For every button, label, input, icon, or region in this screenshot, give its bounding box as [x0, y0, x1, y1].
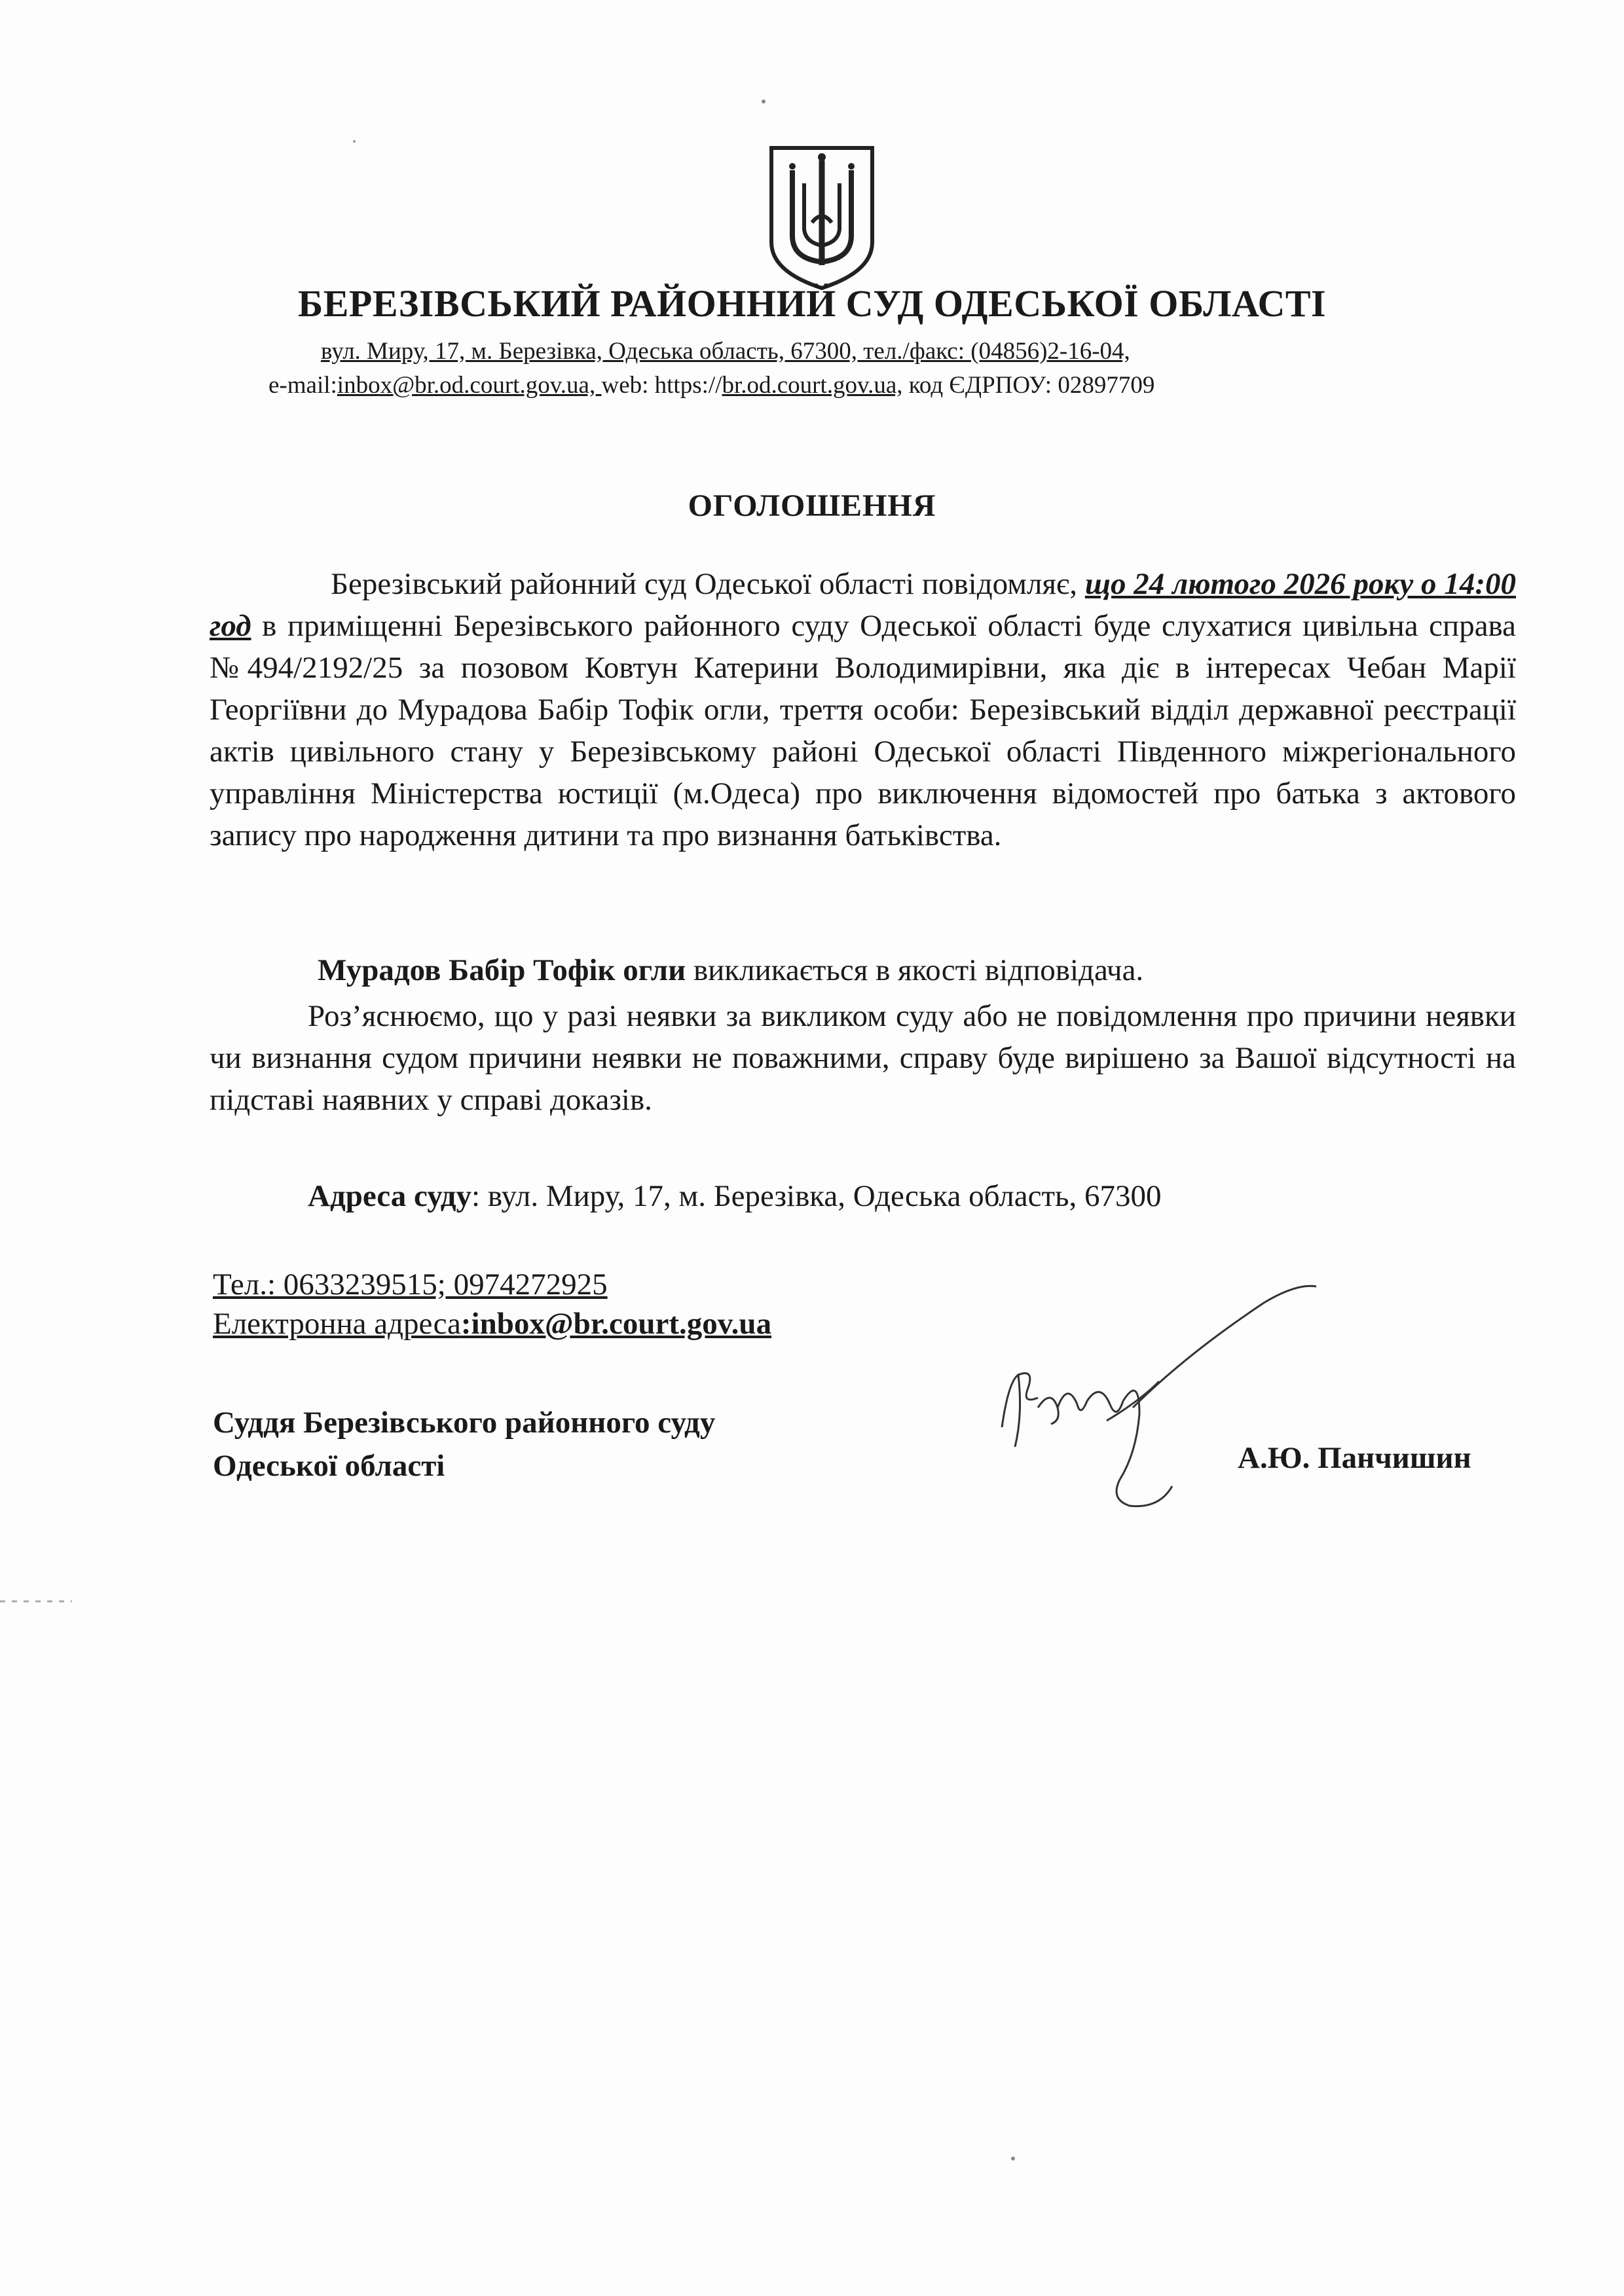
- defendant-name: Мурадов Бабір Тофік огли: [318, 953, 686, 987]
- judge-title: [213, 1401, 715, 1487]
- scan-speck: [760, 95, 767, 108]
- defendant-role: викликається в якості відповідача.: [686, 953, 1144, 987]
- defendant-paragraph: [210, 949, 1516, 991]
- email-prefix: e-mail:: [268, 372, 337, 399]
- judge-title-line2: Одеської області: [213, 1449, 445, 1483]
- email-link[interactable]: :inbox@br.court.gov.ua: [460, 1307, 772, 1341]
- phone-numbers: Тел.: 0633239515; 0974272925: [213, 1267, 608, 1302]
- court-address: [308, 1178, 1161, 1214]
- court-email-link[interactable]: inbox@br.od.court.gov.ua,: [337, 372, 602, 399]
- judge-name: А.Ю. Панчишин: [1238, 1441, 1471, 1475]
- scan-speck: [350, 137, 358, 145]
- scan-speck: [0, 1597, 79, 1605]
- document-title: ОГОЛОШЕННЯ: [688, 488, 936, 523]
- announcement-paragraph: [210, 563, 1516, 856]
- handwritten-signature: [989, 1283, 1329, 1558]
- email-contact: [213, 1306, 771, 1341]
- judge-title-line1: Суддя Березівського районного суду: [213, 1406, 716, 1440]
- court-web-link[interactable]: br.od.court.gov.ua,: [722, 372, 903, 399]
- court-name: БЕРЕЗІВСЬКИЙ РАЙОННИЙ СУД ОДЕСЬКОЇ ОБЛАСТІ: [297, 282, 1327, 325]
- edrpou-code: код ЄДРПОУ: 02897709: [902, 372, 1155, 399]
- coat-of-arms-icon: [766, 144, 877, 291]
- paragraph-case-details: в приміщенні Березівського районного суду Одеської області буде слухатися цивільна справа №494/2192/25 за позовом Ковтун Катерини Володимирівни, яка діє в інтересах Чебан Марії Георгіївни до Мурадова Бабір Тофік огли, треття особи: Березівський відділ державної реєстрації актів цивільного стану у Березівському районі Одеської області Південного міжрегіонального управління Міністерства юстиції (м.Одеса) про виключення відомостей про батька з актового запису про народження дитини та про визнання батьківства.: [210, 609, 1516, 852]
- web-prefix: web: https://: [601, 372, 722, 399]
- scan-speck: [1008, 2154, 1018, 2163]
- address-value: : вул. Миру, 17, м. Березівка, Одеська область, 67300: [471, 1179, 1162, 1213]
- paragraph-intro: Березівський районний суд Одеської області повідомляє,: [331, 567, 1085, 601]
- explanation-paragraph: Роз’яснюємо, що у разі неявки за викликом суду або не повідомлення про причини неявки чи визнання судом причини неявки не поважними, справу буде вирішено за Вашої відсутності на підставі наявних у справі доказів.: [210, 999, 1516, 1117]
- hearing-date: що 24 лютого 2026 року о 14:00 год: [210, 567, 1516, 643]
- email-label: Електронна адреса: [213, 1307, 461, 1341]
- court-address-line: вул. Миру, 17, м. Березівка, Одеська область, 67300, тел./факс: (04856)2-16-04,: [321, 338, 1130, 365]
- court-contacts-line: [268, 371, 1154, 399]
- address-label: Адреса суду: [308, 1179, 472, 1213]
